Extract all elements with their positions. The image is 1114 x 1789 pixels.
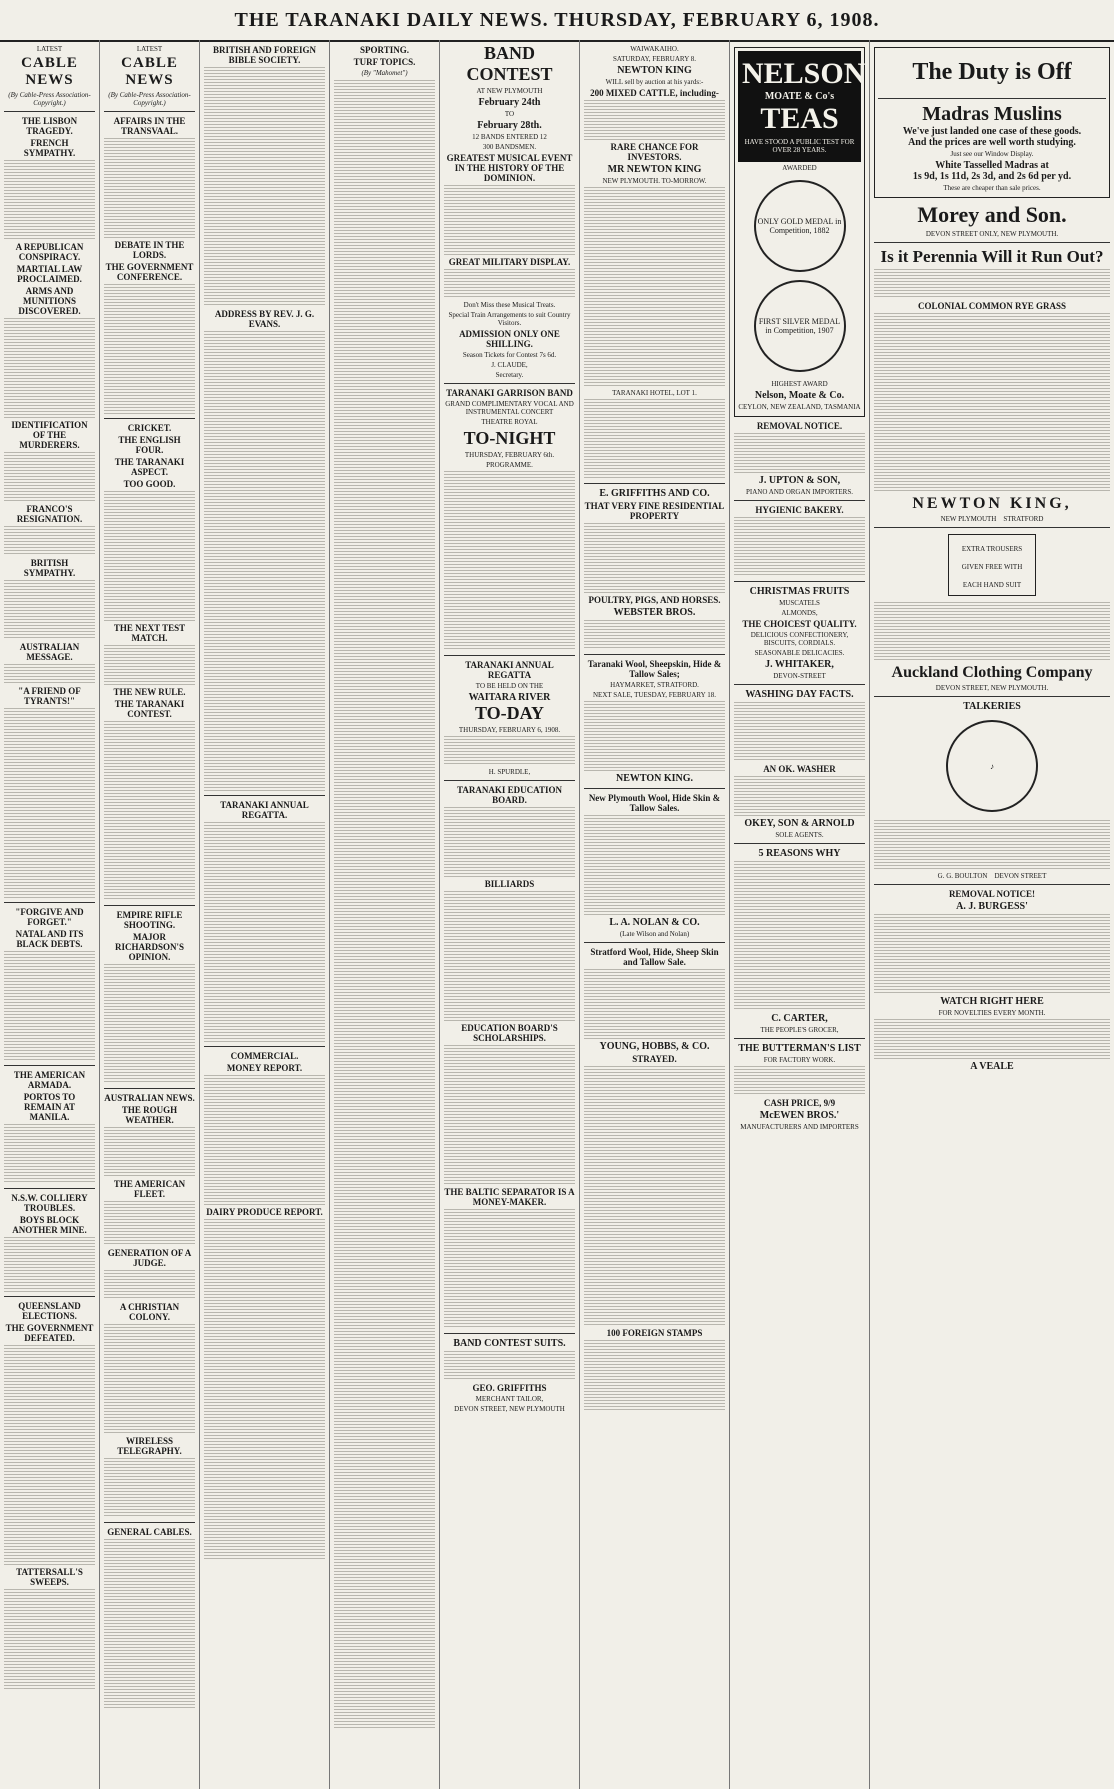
cheaper: These are cheaper than sale prices. [943,184,1041,192]
column-6 [580,40,730,1789]
band-contest-suits: BAND CONTEST SUITS. [453,1338,566,1349]
sole-agents: SOLE AGENTS. [775,831,824,839]
colonial-grass: COLONIAL COMMON RYE GRASS [918,301,1066,311]
extra-trousers: EXTRA TROUSERS GIVEN FREE WITH EACH HAND SUIT [948,534,1036,596]
tassel-prices: 1s 9d, 1s 11d, 2s 3d, and 2s 6d per yd. [912,171,1072,182]
perennia: Is it Perennia Will it Run Out? [880,247,1104,266]
haymarket: HAYMARKET, STRATFORD. [610,681,699,689]
newspaper-title: THE TARANAKI DAILY NEWS. THURSDAY, FEBRUARY 6, 1908. [234,8,880,31]
headline-martial: MARTIAL LAW PROCLAIMED. [16,264,83,284]
subheading: (By Cable-Press Association-Copyright.) [108,91,191,107]
spurdle: H. SPURDLE, [488,768,531,776]
upton: J. UPTON & SON, [758,475,841,486]
np-stratford: NEW PLYMOUTH STRATFORD [940,515,1044,523]
theatre-royal: THEATRE ROYAL [481,418,538,426]
regatta-head: TARANAKI ANNUAL REGATTA [465,660,554,680]
young-hobbs: YOUNG, HOBBS, & CO. [599,1041,710,1052]
medal-icon: ONLY GOLD MEDAL in Competition, 1882 [754,180,846,272]
headline-british: BRITISH SYMPATHY. [23,558,76,578]
heading-cable-news: CABLE NEWS [21,55,78,88]
np-wool: New Plymouth Wool, Hide Skin & Tallow Sales. [588,793,721,813]
okey-son: OKEY, SON & ARNOLD [744,818,855,829]
stratford-wool: Stratford Wool, Hide, Sheep Skin and Tallow Sale. [590,947,719,967]
headline-conference: THE GOVERNMENT CONFERENCE. [105,262,194,282]
headline-commercial: COMMERCIAL. [230,1051,299,1061]
programme: PROGRAMME. [486,461,533,469]
headline-australian-news: AUSTRALIAN NEWS. [104,1093,195,1103]
headline-french: FRENCH SYMPATHY. [23,138,76,158]
headline-bible: BRITISH AND FOREIGN BIBLE SOCIETY. [212,45,317,65]
griffiths-co: E. GRIFFITHS AND CO. [599,488,710,499]
headline-queensland: QUEENSLAND ELECTIONS. [18,1301,81,1321]
buttermans-list: THE BUTTERMAN'S LIST [738,1043,861,1054]
column-4 [330,40,440,1789]
headline-friend: "A FRIEND OF TYRANTS!" [18,686,81,706]
headline-contest: THE TARANAKI CONTEST. [114,699,185,719]
waitara-river: WAITARA RIVER [468,692,551,703]
burgess: A. J. BURGESS' [956,901,1028,912]
headline-boys: BOYS BLOCK ANOTHER MINE. [12,1215,87,1235]
muscatels: MUSCATELS [779,599,820,607]
page [0,40,1114,1789]
christmas-fruits: CHRISTMAS FRUITS [749,586,850,597]
nolan-sub: (Late Wilson and Nolan) [619,930,690,938]
seasonable: SEASONABLE DELICACIES. [754,649,845,657]
garrison-band: TARANAKI GARRISON BAND [446,388,573,398]
tasselled: White Tasselled Madras at [935,160,1049,171]
headline-major: MAJOR RICHARDSON'S OPINION. [114,932,184,962]
almonds: ALMONDS, [781,609,818,617]
mcewen-bros: McEWEN BROS.' [759,1110,840,1121]
date-to: TO [504,110,515,118]
headline-weather: THE ROUGH WEATHER. [121,1105,178,1125]
nelson-ad [734,47,865,417]
military-display: GREAT MILITARY DISPLAY. [448,257,571,267]
column-7 [730,40,870,1789]
awarded: AWARDED [782,164,817,172]
headline-dairy: DAIRY PRODUCE REPORT. [206,1207,323,1217]
peoples-grocer: THE PEOPLE'S GROCER, [760,1026,839,1034]
date-feb28: February 28th. [477,120,542,131]
headline-identification: IDENTIFICATION OF THE MURDERERS. [11,420,88,450]
headline-colliery: N.S.W. COLLIERY TROUBLES. [11,1193,88,1213]
byline: (By "Mahomet") [361,69,408,77]
ceylon: CEYLON, NEW ZEALAND, TASMANIA [738,403,861,411]
headline-lisbon: THE LISBON TRAGEDY. [21,116,78,136]
headline-turf: TURF TOPICS. [353,57,416,67]
duty-ad [874,47,1110,198]
washing-day: WASHING DAY FACTS. [745,689,854,700]
separator: THE BALTIC SEPARATOR IS A MONEY-MAKER. [444,1187,575,1207]
date-feb24: February 24th [478,97,541,108]
headline-armada: THE AMERICAN ARMADA. [13,1070,86,1090]
wool-sales: Taranaki Wool, Sheepskin, Hide & Tallow Sales; [587,659,722,679]
headline-republican: A REPUBLICAN CONSPIRACY. [15,242,84,262]
talkeries: TALKERIES [963,701,1021,712]
novelties: FOR NOVELTIES EVERY MONTH. [938,1009,1046,1017]
headline-sporting: SPORTING. [360,45,409,55]
headline-aspect: THE TARANAKI ASPECT. [114,457,185,477]
contest-heading: CONTEST [466,64,553,84]
auckland-sub: DEVON STREET, NEW PLYMOUTH. [935,684,1049,692]
removal-notice: REMOVAL NOTICE. [756,421,843,431]
dont-miss: Don't Miss these Musical Treats. [463,301,556,309]
newton-king: NEWTON KING, [912,495,1072,512]
headline-debate: DEBATE IN THE LORDS. [114,240,185,260]
waiwakaiho: WAIWAKAIHO. [630,45,679,53]
headline-new-rule: THE NEW RULE. [113,687,186,697]
newton-king-2: NEWTON KING. [615,773,694,784]
headline-arms: ARMS AND MUNITIONS DISCOVERED. [18,286,81,316]
heading-cable-news: CABLE NEWS [121,55,178,88]
teas: TEAS [760,102,839,135]
foreign-stamps: 100 FOREIGN STAMPS [606,1328,703,1338]
headline-fleet: THE AMERICAN FLEET. [113,1179,186,1199]
grand-concert: GRAND COMPLIMENTARY VOCAL AND INSTRUMENTAL CONCERT [445,400,574,416]
next-sale: NEXT SALE, TUESDAY, FEBRUARY 18. [593,691,716,699]
saturday: SATURDAY, FEBRUARY 8. [613,55,696,63]
choicest: THE CHOICEST QUALITY. [742,619,857,629]
headline-regatta: TARANAKI ANNUAL REGATTA. [220,800,309,820]
column-5 [440,40,580,1789]
headline-forgive: "FORGIVE AND FORGET." [15,907,84,927]
gramophone-icon: ♪ [946,720,1038,812]
madras-muslins: Madras Muslins [922,103,1062,125]
headline-next-test: THE NEXT TEST MATCH. [113,623,186,643]
whitaker: J. WHITAKER, [765,659,834,670]
admission: ADMISSION ONLY ONE SHILLING. [459,329,560,349]
taranaki-hotel: TARANAKI HOTEL, LOT 1. [612,389,697,397]
column-8 [870,40,1114,1789]
headline-general-cables: GENERAL CABLES. [107,1527,192,1537]
thursday: THURSDAY, FEBRUARY 6th. [464,451,555,459]
newton-king: NEWTON KING [617,65,692,76]
five-reasons: 5 REASONS WHY [758,848,841,859]
secretary: Secretary. [495,371,524,379]
moate: MOATE & Co's [764,91,835,102]
manufacturers: MANUFACTURERS AND IMPORTERS [740,1123,859,1131]
np-tomorrow: NEW PLYMOUTH. TO-MORROW. [602,177,707,185]
headline-wireless: WIRELESS TELEGRAPHY. [117,1436,182,1456]
headline-money: MONEY REPORT. [226,1063,303,1073]
merchant-tailor: MERCHANT TAILOR, [475,1395,544,1403]
nolan-co: L. A. NOLAN & CO. [609,917,700,928]
strayed: STRAYED. [632,1054,677,1064]
devon-street-only: DEVON STREET ONLY, NEW PLYMOUTH. [925,230,1059,238]
landed: We've just landed one case of these goods. [902,126,1082,137]
column-2 [100,40,200,1789]
label-latest: LATEST [136,45,163,53]
watch-right: WATCH RIGHT HERE [940,996,1044,1007]
devon-street: DEVON STREET, NEW PLYMOUTH [454,1405,565,1413]
at-new-plymouth: AT NEW PLYMOUTH [476,87,543,95]
headline-judge: GENERATION OF A JUDGE. [107,1248,192,1268]
tonight: TO-NIGHT [463,428,556,448]
griffiths: GEO. GRIFFITHS [472,1383,547,1393]
residential-property: THAT VERY FINE RESIDENTIAL PROPERTY [584,501,725,521]
public-test: HAVE STOOD A PUBLIC TEST FOR OVER 28 YEARS. [744,138,855,154]
bands-entered: 12 BANDS ENTERED 12 [472,133,547,141]
mixed-cattle: 200 MIXED CATTLE, including- [590,88,719,98]
band-heading: BAND [483,43,535,63]
rare-chance: RARE CHANCE FOR INVESTORS. [610,142,699,162]
subheading: (By Cable-Press Association-Copyright.) [8,91,91,107]
label-latest: LATEST [36,45,63,53]
headline-govt: THE GOVERNMENT DEFEATED. [5,1323,94,1343]
scholarships: EDUCATION BOARD'S SCHOLARSHIPS. [461,1023,558,1043]
duty-heading: The Duty is Off [912,59,1072,85]
veale: A VEALE [970,1061,1014,1072]
headline-empire-rifle: EMPIRE RIFLE SHOOTING. [116,910,183,930]
devon-st: DEVON-STREET [773,672,826,680]
today: TO-DAY [474,703,545,723]
morey-son: Morey and Son. [917,202,1067,227]
instructed: WILL sell by auction at his yards:- [605,78,704,86]
auckland-clothing: Auckland Clothing Company [891,664,1093,681]
webster-bros: WEBSTER BROS. [613,607,696,618]
secretary-name: J. CLAUDE, [491,361,528,369]
boulton-line: G. G. BOULTON DEVON STREET [937,872,1047,880]
headline-cricket: CRICKET. [127,423,172,433]
ok-washer: AN OK. WASHER [763,764,836,774]
billiards: BILLIARDS [484,879,535,889]
mr-newton-king: MR NEWTON KING [607,164,702,175]
window-display: Just see our Window Display. [950,150,1034,158]
education-board: TARANAKI EDUCATION BOARD. [457,785,562,805]
special-train: Special Train Arrangements to suit Country Visitors. [448,311,571,327]
headline-english-four: THE ENGLISH FOUR. [118,435,181,455]
hygienic-bakery: HYGIENIC BAKERY. [755,505,844,515]
regatta-date: THURSDAY, FEBRUARY 6, 1908. [458,726,561,734]
nelson-co: Nelson, Moate & Co. [754,390,845,401]
removal-notice: REMOVAL NOTICE! [948,889,1036,899]
headline-address: ADDRESS BY REV. J. G. EVANS. [214,309,315,329]
headline-christian: A CHRISTIAN COLONY. [119,1302,180,1322]
headline-too-good: TOO GOOD. [123,479,176,489]
prices: And the prices are well worth studying. [908,137,1076,148]
masthead [0,0,1114,42]
delicious: DELICIOUS CONFECTIONERY, BISCUITS, CORDIALS. [750,631,849,647]
headline-transvaal: AFFAIRS IN THE TRANSVAAL. [113,116,186,136]
headline-natal: NATAL AND ITS BLACK DEBTS. [15,929,84,949]
factory-work: FOR FACTORY WORK. [763,1056,836,1064]
headline-franco: FRANCO'S RESIGNATION. [16,504,83,524]
highest-award: HIGHEST AWARD [771,380,828,388]
to-be-held: TO BE HELD ON THE [475,682,544,690]
greatest-event: GREATEST MUSICAL EVENT IN THE HISTORY OF THE DOMINION. [446,153,573,183]
medal-icon-2: FIRST SILVER MEDAL in Competition, 1907 [754,280,846,372]
season-tickets: Season Tickets for Contest 7s 6d. [462,351,557,359]
column-3 [200,40,330,1789]
bandsmen: 300 BANDSMEN. [482,143,537,151]
headline-australian: AUSTRALIAN MESSAGE. [19,642,80,662]
column-1 [0,40,100,1789]
headline-portos: PORTOS TO REMAIN AT MANILA. [23,1092,76,1122]
cash-price: CASH PRICE, 9/9 [763,1098,836,1108]
piano: PIANO AND ORGAN IMPORTERS. [746,488,853,496]
headline-tattersall: TATTERSALL'S SWEEPS. [16,1567,83,1587]
carter: C. CARTER, [771,1013,828,1024]
poultry: POULTRY, PIGS, AND HORSES. [588,595,721,605]
nelson-logo: NELSON [742,57,866,90]
